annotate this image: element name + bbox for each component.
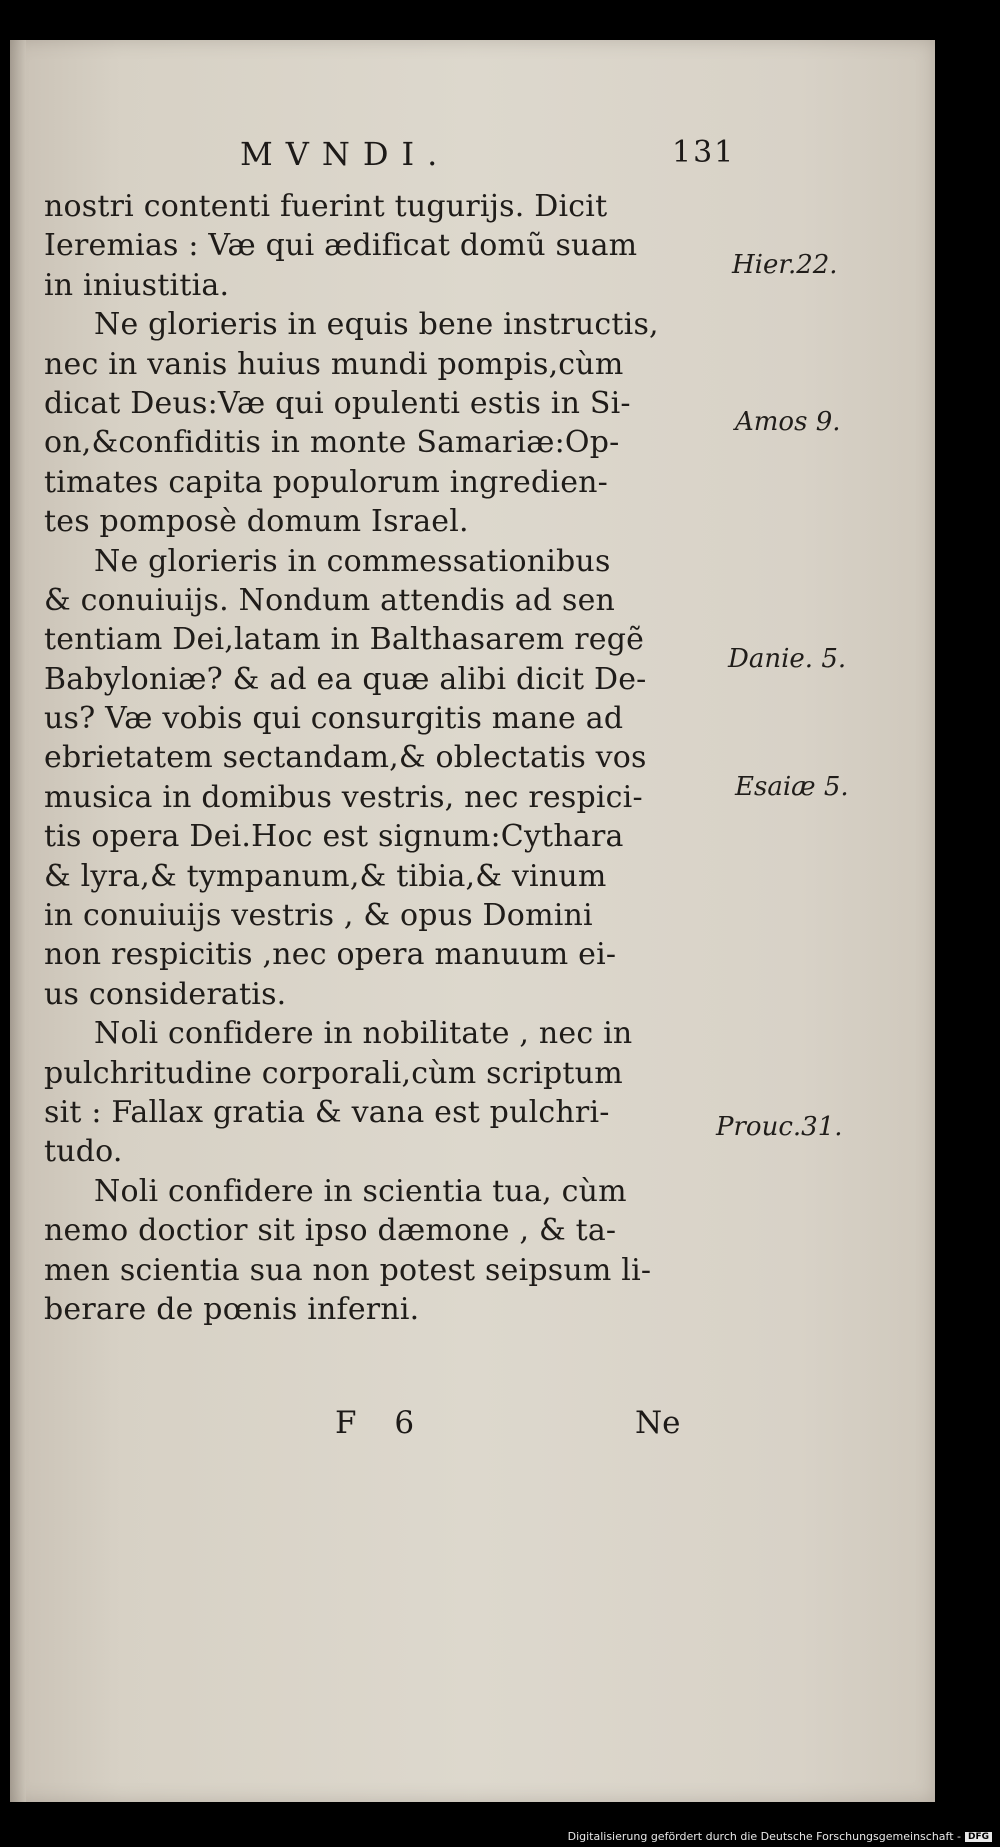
signature-mark: F 6 [335,1405,429,1441]
text-line: musica in domibus vestris, nec respici- [44,779,643,815]
text-line: tentiam Dei,latam in Balthasarem regẽ [44,622,645,658]
text-line: tis opera Dei.Hoc est signum:Cythara [44,819,624,855]
marginal-note: Esaiæ 5. [735,772,849,802]
catchword: Ne [635,1405,681,1441]
text-line: non respicitis ,nec opera manuum ei- [44,937,617,973]
text-line: Ne glorieris in commessationibus [94,543,611,579]
text-line: berare de pœnis inferni. [44,1291,420,1327]
text-line: Noli confidere in nobilitate , nec in [94,1016,633,1052]
credit-text: Digitalisierung gefördert durch die Deutsche Forschungsgemeinschaft - [567,1830,961,1843]
text-line: dicat Deus:Væ qui opulenti estis in Si- [44,385,631,421]
text-line: nostri contenti fuerint tugurijs. Dicit [44,189,608,224]
page-number: 131 [672,135,736,170]
text-line: pulchritudine corporali,cùm scriptum [44,1055,623,1091]
running-head [10,135,935,185]
text-line: us? Væ vobis qui consurgitis mane ad [44,701,624,737]
text-line: tes pomposè domum Israel. [44,504,469,540]
text-line: Ne glorieris in equis bene instructis, [94,307,659,343]
text-line: nec in vanis huius mundi pompis,cùm [44,346,624,382]
text-line: on,&confiditis in monte Samariæ:Op- [44,425,620,461]
digitization-credit [568,1830,992,1843]
text-line: timates capita populorum ingredien- [44,464,609,500]
page-footer [10,1405,935,1449]
text-line: us consideratis. [44,976,287,1012]
text-line: Noli confidere in scientia tua, cùm [94,1173,627,1209]
text-line: ebrietatem sectandam,& oblectatis vos [44,740,647,776]
marginal-note: Danie. 5. [728,644,847,674]
text-line: & lyra,& tympanum,& tibia,& vinum [44,858,607,894]
running-head-title: MVNDI. [240,135,451,173]
text-line: Ieremias : Væ qui ædificat domũ suam [44,228,638,264]
text-line: in conuiuijs vestris , & opus Domini [44,898,593,934]
text-line: tudo. [44,1134,123,1170]
text-line: & conuiuijs. Nondum attendis ad sen [44,582,616,618]
text-line: nemo doctior sit ipso dæmone , & ta- [44,1213,617,1249]
body-text [44,187,734,1329]
text-line: men scientia sua non potest seipsum li- [44,1252,652,1288]
text-line: in iniustitia. [44,267,230,303]
dfg-logo: DFG [965,1832,992,1842]
text-line: Babyloniæ? & ad ea quæ alibi dicit De- [44,661,647,697]
text-line: sit : Fallax gratia & vana est pulchri- [44,1094,610,1130]
marginal-note: Hier.22. [732,250,838,280]
marginal-note: Amos 9. [735,407,841,437]
book-page [10,40,935,1802]
marginal-note: Prouc.31. [716,1112,843,1142]
page-gutter-shadow [10,40,26,1802]
